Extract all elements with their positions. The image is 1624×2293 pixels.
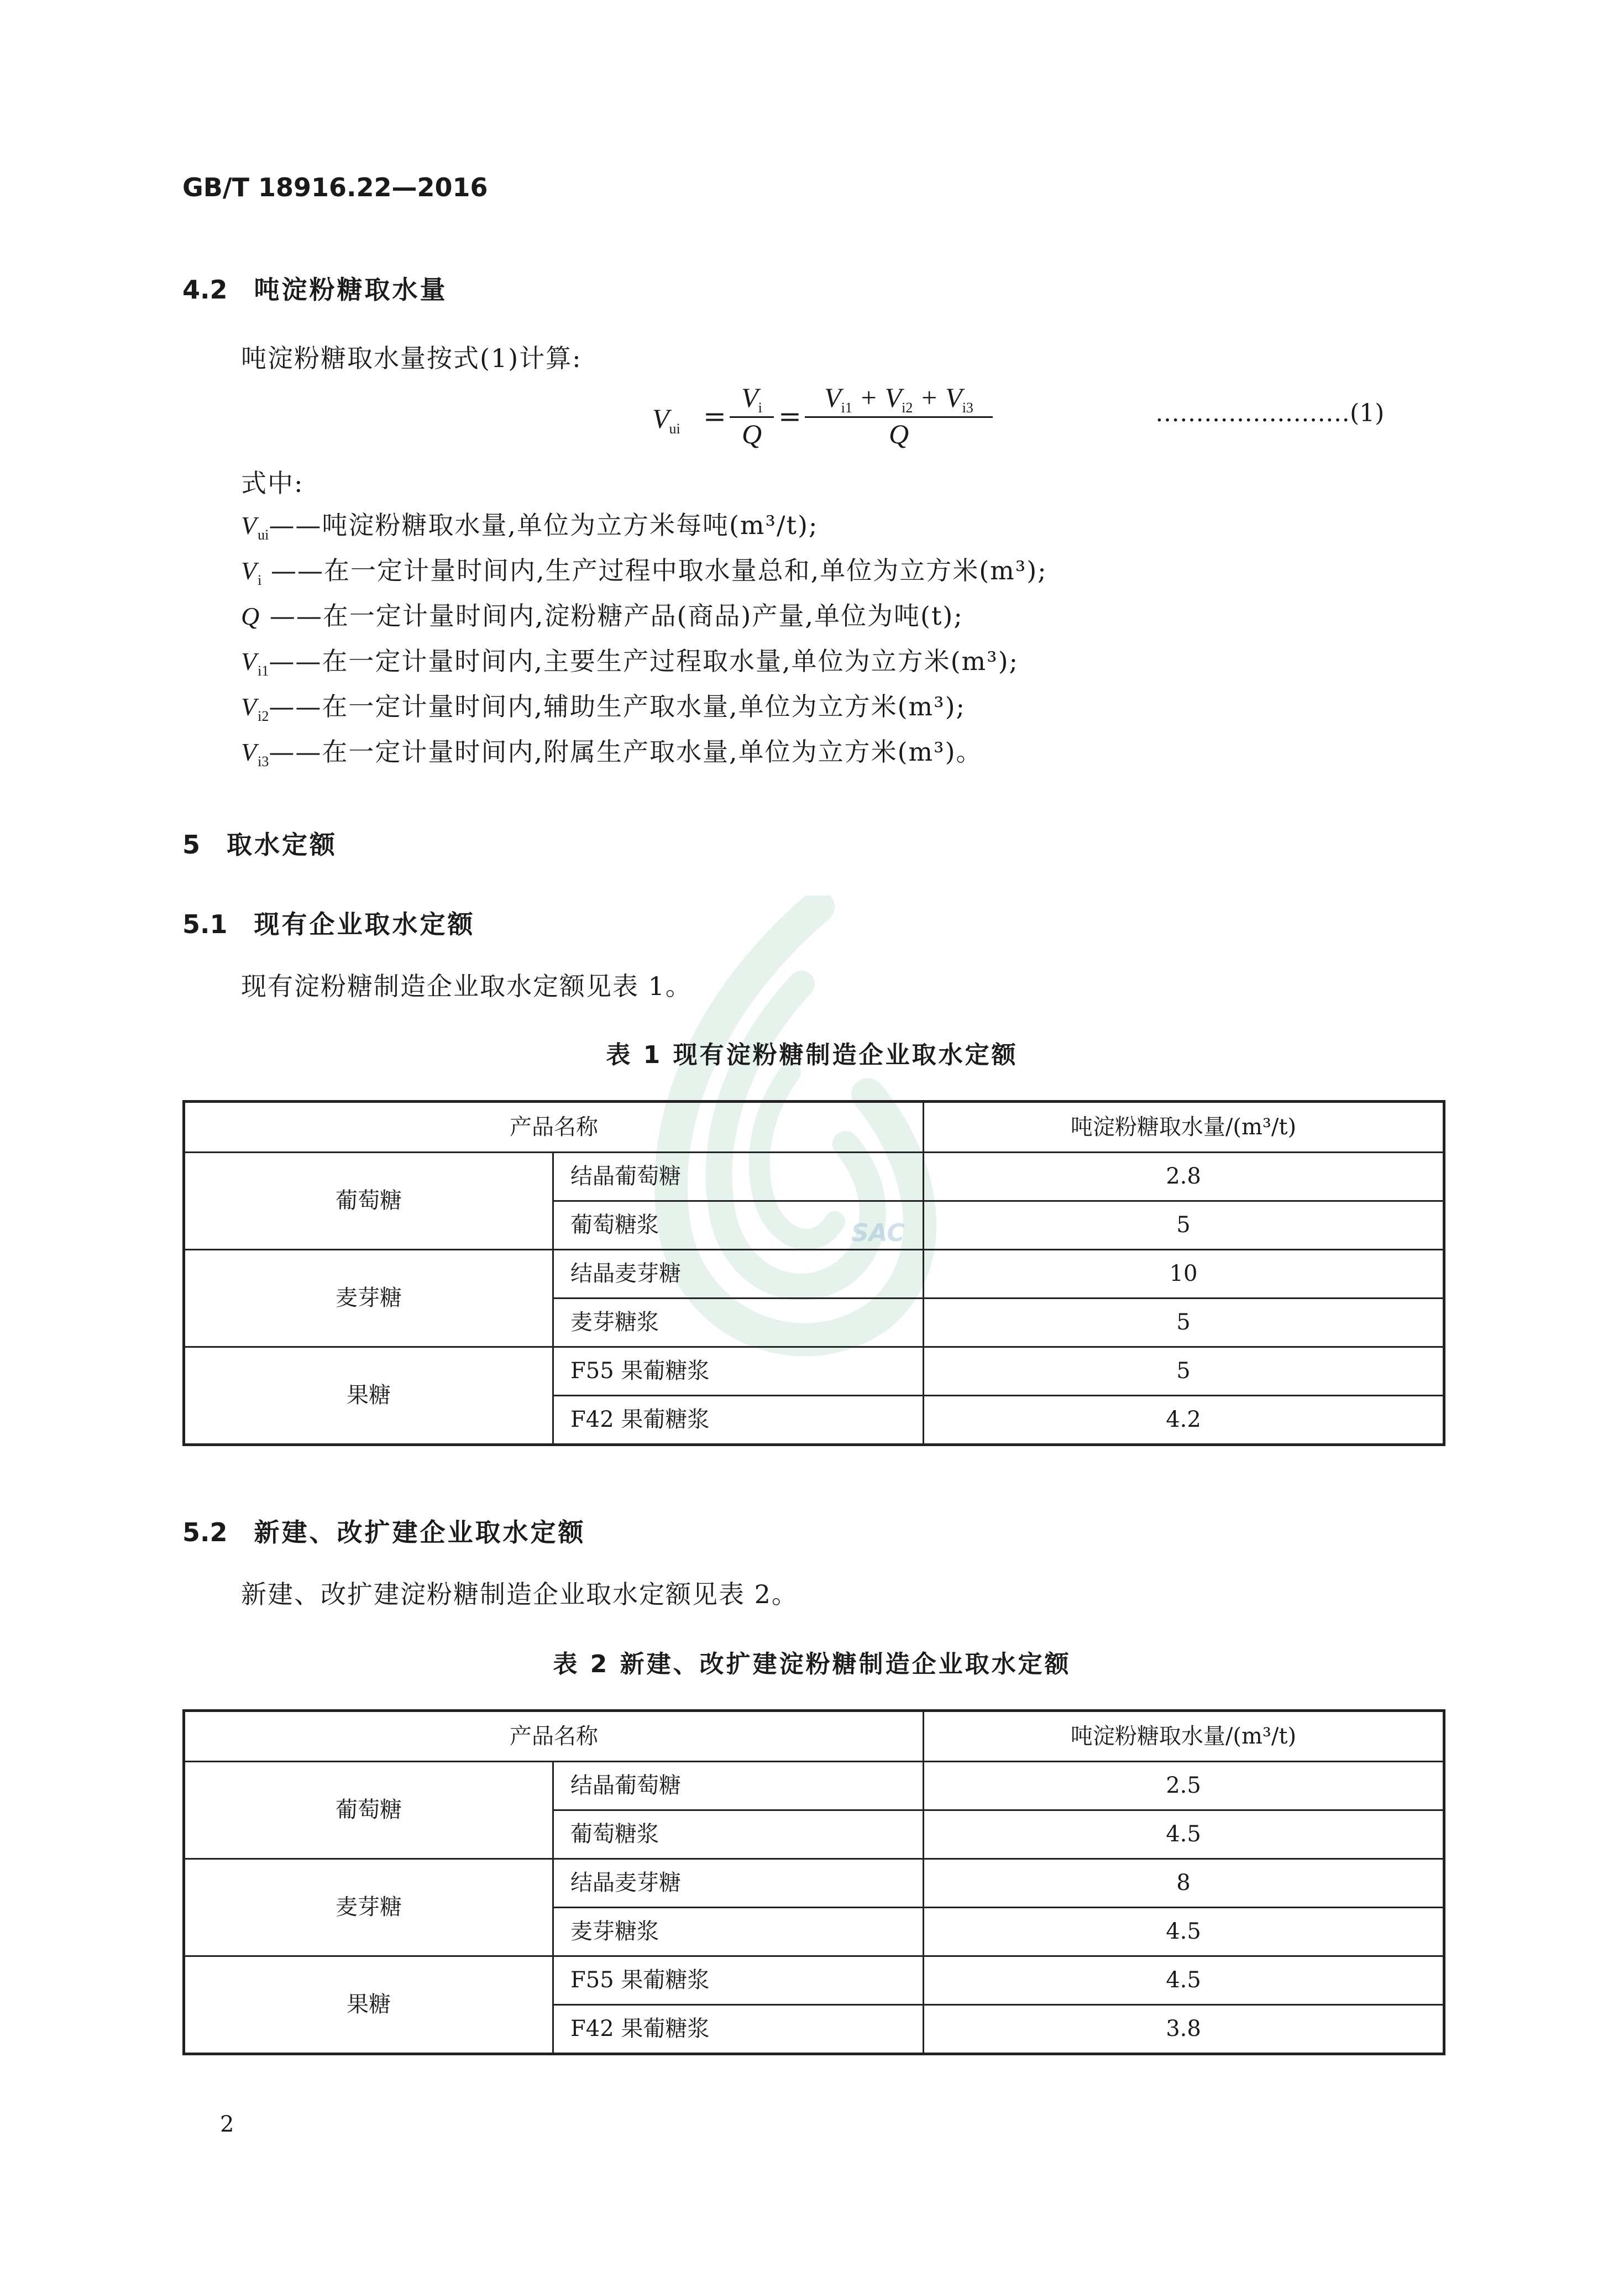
section-4-2-heading (182, 270, 448, 306)
section-number: 4.2 (182, 275, 228, 305)
header-water-intake: 吨淀粉糖取水量/(m³/t) (924, 1102, 1444, 1153)
header-product-name: 产品名称 (184, 1102, 924, 1153)
formula-label: ……………………(1) (1155, 399, 1385, 427)
table-2-reference: 新建、改扩建淀粉糖制造企业取水定额见表 2。 (241, 1579, 798, 1609)
table-row (184, 1956, 1444, 2005)
watermark-sac-text: SAC (851, 1219, 905, 1247)
product-cell: 麦芽糖浆 (553, 1908, 924, 1956)
value-cell: 4.5 (924, 1810, 1444, 1859)
value-cell: 10 (924, 1250, 1444, 1299)
section-5-heading (182, 825, 337, 861)
standard-code: GB/T 18916.22—2016 (182, 172, 488, 202)
section-title: 现有企业取水定额 (254, 909, 475, 939)
var-def-vi: $V_i$ ——在一定计量时间内,生产过程中取水量总和,单位为立方米(m³); (241, 556, 1047, 588)
var-def-vi1: $V_{i1}——$在一定计量时间内,主要生产过程取水量,单位为立方米(m³); (241, 646, 1019, 679)
category-cell: 果糖 (184, 1956, 553, 2054)
table-2-title: 表 2 新建、改扩建淀粉糖制造企业取水定额 (553, 1650, 1071, 1678)
category-cell: 麦芽糖 (184, 1859, 553, 1956)
product-cell: F55 果葡糖浆 (553, 1956, 924, 2005)
product-cell: 结晶麦芽糖 (553, 1859, 924, 1908)
table-row (184, 1250, 1444, 1299)
where-label: 式中: (241, 468, 304, 498)
header-water-intake: 吨淀粉糖取水量/(m³/t) (924, 1711, 1444, 1762)
section-number: 5.2 (182, 1517, 228, 1547)
value-cell: 4.2 (924, 1396, 1444, 1445)
section-5-1-heading (182, 904, 475, 941)
header-product-name: 产品名称 (184, 1711, 924, 1762)
category-cell: 果糖 (184, 1347, 553, 1445)
category-cell: 葡萄糖 (184, 1762, 553, 1859)
var-def-vui: $V_{ui}——$吨淀粉糖取水量,单位为立方米每吨(m³/t); (241, 510, 819, 543)
section-number: 5 (182, 830, 201, 860)
value-cell: 8 (924, 1859, 1444, 1908)
page-number: 2 (220, 2112, 234, 2137)
value-cell: 5 (924, 1299, 1444, 1347)
product-cell: F55 果葡糖浆 (553, 1347, 924, 1396)
table-2 (182, 1709, 1445, 2055)
product-cell: F42 果葡糖浆 (553, 2005, 924, 2054)
table-1 (182, 1100, 1445, 1446)
var-def-vi3: $V_{i3}——$在一定计量时间内,附属生产取水量,单位为立方米(m³)。 (241, 737, 983, 769)
table-row (184, 1762, 1444, 1810)
value-cell: 5 (924, 1201, 1444, 1250)
section-number: 5.1 (182, 909, 228, 939)
value-cell: 2.5 (924, 1762, 1444, 1810)
value-cell: 5 (924, 1347, 1444, 1396)
section-title: 吨淀粉糖取水量 (254, 275, 448, 305)
category-cell: 葡萄糖 (184, 1153, 553, 1250)
table-1-reference: 现有淀粉糖制造企业取水定额见表 1。 (241, 971, 692, 1001)
value-cell: 3.8 (924, 2005, 1444, 2054)
product-cell: F42 果葡糖浆 (553, 1396, 924, 1445)
table-header-row (184, 1102, 1444, 1153)
product-cell: 结晶葡萄糖 (553, 1153, 924, 1201)
value-cell: 4.5 (924, 1956, 1444, 2005)
product-cell: 麦芽糖浆 (553, 1299, 924, 1347)
formula: $V_{ui}$ = $V_i$ Q = $V_{i1} + V_{i2} + V_{i3}$ Q (652, 381, 984, 459)
product-cell: 葡萄糖浆 (553, 1201, 924, 1250)
category-cell: 麦芽糖 (184, 1250, 553, 1347)
product-cell: 结晶麦芽糖 (553, 1250, 924, 1299)
section-title: 新建、改扩建企业取水定额 (254, 1517, 586, 1547)
var-def-q: Q ——在一定计量时间内,淀粉糖产品(商品)产量,单位为吨(t); (241, 601, 963, 631)
table-row (184, 1859, 1444, 1908)
product-cell: 结晶葡萄糖 (553, 1762, 924, 1810)
table-1-title: 表 1 现有淀粉糖制造企业取水定额 (606, 1041, 1018, 1069)
table-header-row (184, 1711, 1444, 1762)
table-row (184, 1347, 1444, 1396)
section-5-2-heading (182, 1512, 586, 1549)
value-cell: 2.8 (924, 1153, 1444, 1201)
table-row (184, 1153, 1444, 1201)
formula-intro: 吨淀粉糖取水量按式(1)计算: (241, 343, 582, 373)
section-title: 取水定额 (227, 830, 338, 860)
var-def-vi2: $V_{i2}——$在一定计量时间内,辅助生产取水量,单位为立方米(m³); (241, 692, 966, 724)
product-cell: 葡萄糖浆 (553, 1810, 924, 1859)
value-cell: 4.5 (924, 1908, 1444, 1956)
